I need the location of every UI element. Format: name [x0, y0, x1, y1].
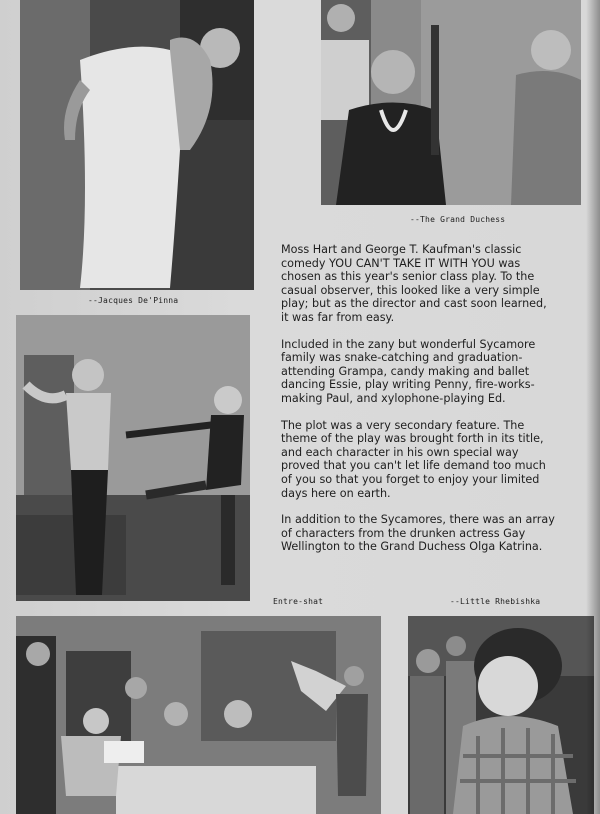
- caption-jacques: --Jacques De'Pinna: [88, 296, 179, 305]
- photo-group-scene: [16, 616, 381, 814]
- caption-grand-duchess: --The Grand Duchess: [410, 215, 506, 224]
- article-paragraph: In addition to the Sycamores, there was an array of characters from the drunken actress Gay Wellington to the Grand Duchess Olga Katrina.: [281, 513, 555, 554]
- article-body: [281, 243, 557, 567]
- photo-little-rhebishka: [408, 616, 594, 814]
- photo-jacques-toga: [20, 0, 254, 290]
- photo-entre-shat: [16, 315, 250, 601]
- article-paragraph: Moss Hart and George T. Kaufman's classic comedy YOU CAN'T TAKE IT WITH YOU was chosen as this year's senior class play. To the casual observer, this looked like a very simple play; but as the director and cast soon learned, it was far from easy.: [281, 243, 547, 324]
- photo-grand-duchess: [321, 0, 581, 205]
- article-paragraph: Included in the zany but wonderful Sycamore family was snake-catching and graduation-attending Grampa, candy making and ballet dancing Essie, play writing Penny, fire-works-making Paul, and xylophone-playing Ed.: [281, 337, 536, 405]
- article-paragraph: The plot was a very secondary feature. The theme of the play was brought forth in its title, and each character in his own special way proved that you can't let life demand too much of you so that you forget to enjoy your limited days here on earth.: [281, 418, 546, 500]
- page-edge-shadow: [586, 0, 600, 814]
- caption-little-rhebishka: --Little Rhebishka: [450, 597, 541, 606]
- caption-entre-shat: Entre-shat: [273, 597, 324, 606]
